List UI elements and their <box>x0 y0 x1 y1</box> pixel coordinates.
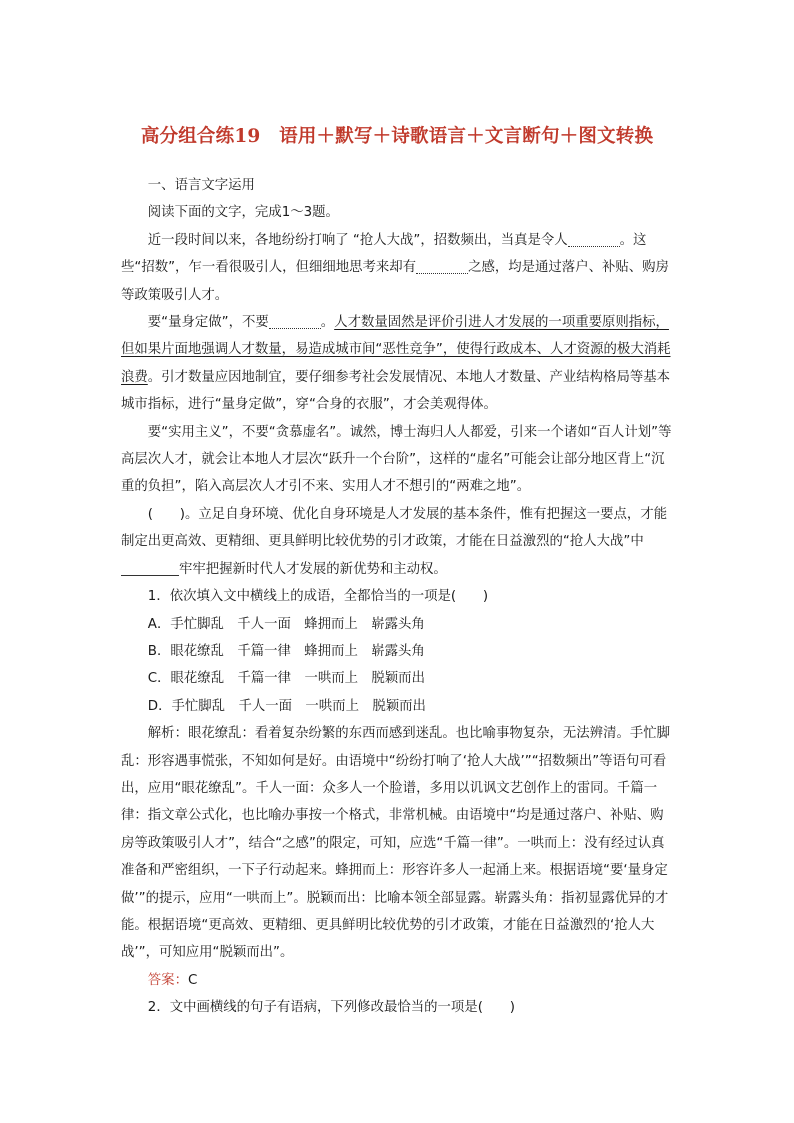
underlined-sentence: 人才数量固然是评价引进人才发展的一项重要原则指标，但如果片面地强调人才数量，易造成城市间“恶性竞争”，使得行政成本、人才资源的极大消耗浪费 <box>121 315 671 385</box>
passage-paragraph-2: 要“量身定做”，不要 。人才数量固然是评价引进人才发展的一项重要原则指标，但如果片面地强调人才数量，易造成城市间“恶性竞争”，使得行政成本、人才资源的极大消耗浪费。引才数量应因地制宜，要仔细参考社会发展情况、本地人才数量、产业结构格局等基本城市指标，进行“量身定做”，穿“合身的衣服”，才会美观得体。 <box>121 315 671 413</box>
answer-label: 答案： <box>147 972 188 988</box>
passage-paragraph-1: 近一段时间以来，各地纷纷打响了 “抢人大战”，招数频出，当真是令人 。这些“招数”，乍一看很吸引人，但细细地思考来却有 之感，均是通过落户、补贴、购房等政策吸引人才。 <box>121 232 669 303</box>
question-2-stem: 2．文中画横线的句子有语病，下列修改最恰当的一项是( ) <box>147 1000 515 1016</box>
answer-value: C <box>187 972 198 988</box>
instruction: 阅读下面的文字，完成1～3题。 <box>147 205 339 221</box>
question-1-analysis: 解析：眼花缭乱：看着复杂纷繁的东西而感到迷乱。也比喻事物复杂，无法辨清。手忙脚乱：形容遇事慌张，不知如何是好。由语境中“纷纷打响了‘抢人大战’”“招数频出”等语句可看出，应用“眼花缭乱”。千人一面：众多人一个脸谱，多用以讥讽文艺创作上的雷同。千篇一律：指文章公式化，也比喻办事按一个格式，非常机械。由语境中“均是通过落户、补贴、购房等政策吸引人才”，结合“之感”的限定，可知，应选“千篇一律”。一哄而上：没有经过认真准备和严密组织，一下子行动起来。蜂拥而上：形容许多人一起涌上来。根据语境“要‘量身定做’”的提示，应用“一哄而上”。脱颖而出：比喻本领全部显露。崭露头角：指初显露优异的才能。根据语境“更高效、更精细、更具鲜明比较优势的引才政策，才能在日益激烈的‘抢人大战’”，可知应用“脱颖而出”。 <box>121 726 671 961</box>
fill-blank-1 <box>568 232 620 247</box>
question-1-option-a: A．手忙脚乱 千人一面 蜂拥而上 崭露头角 <box>147 616 425 632</box>
fill-blank-4 <box>121 561 179 576</box>
question-1-option-d: D．手忙脚乱 千人一面 一哄而上 脱颖而出 <box>147 698 426 714</box>
section-heading: 一、语言文字运用 <box>147 178 255 193</box>
document-body <box>121 172 675 1022</box>
question-1-answer <box>121 967 675 994</box>
document-title: 高分组合练19 语用＋默写＋诗歌语言＋文言断句＋图文转换 <box>140 126 654 147</box>
passage-paragraph-4: ( )。立足自身环境、优化自身环境是人才发展的基本条件，惟有把握这一要点，才能制定出更高效、更精细、更具鲜明比较优势的引才政策，才能在日益激烈的“抢人大战”中牢牢把握新时代人才发展的新优势和主动权。 <box>121 506 668 577</box>
question-1-option-b: B．眼花缭乱 千篇一律 蜂拥而上 崭露头角 <box>147 643 425 659</box>
question-1-option-c: C．眼花缭乱 千篇一律 一哄而上 脱颖而出 <box>147 671 425 687</box>
fill-blank-2 <box>416 259 468 274</box>
fill-blank-3 <box>269 314 321 329</box>
question-1-stem: 1．依次填入文中横线上的成语，全都恰当的一项是( ) <box>147 589 489 605</box>
passage-paragraph-3: 要“实用主义”，不要“贪慕虚名”。诚然，博士海归人人都爱，引来一个诸如“百人计划”等高层次人才，就会让本地人才层次“跃升一个台阶”，这样的“虚名”可能会让部分地区背上“沉重的负担”，陷入高层次人才引不来、实用人才不想引的“两难之地”。 <box>121 424 672 495</box>
